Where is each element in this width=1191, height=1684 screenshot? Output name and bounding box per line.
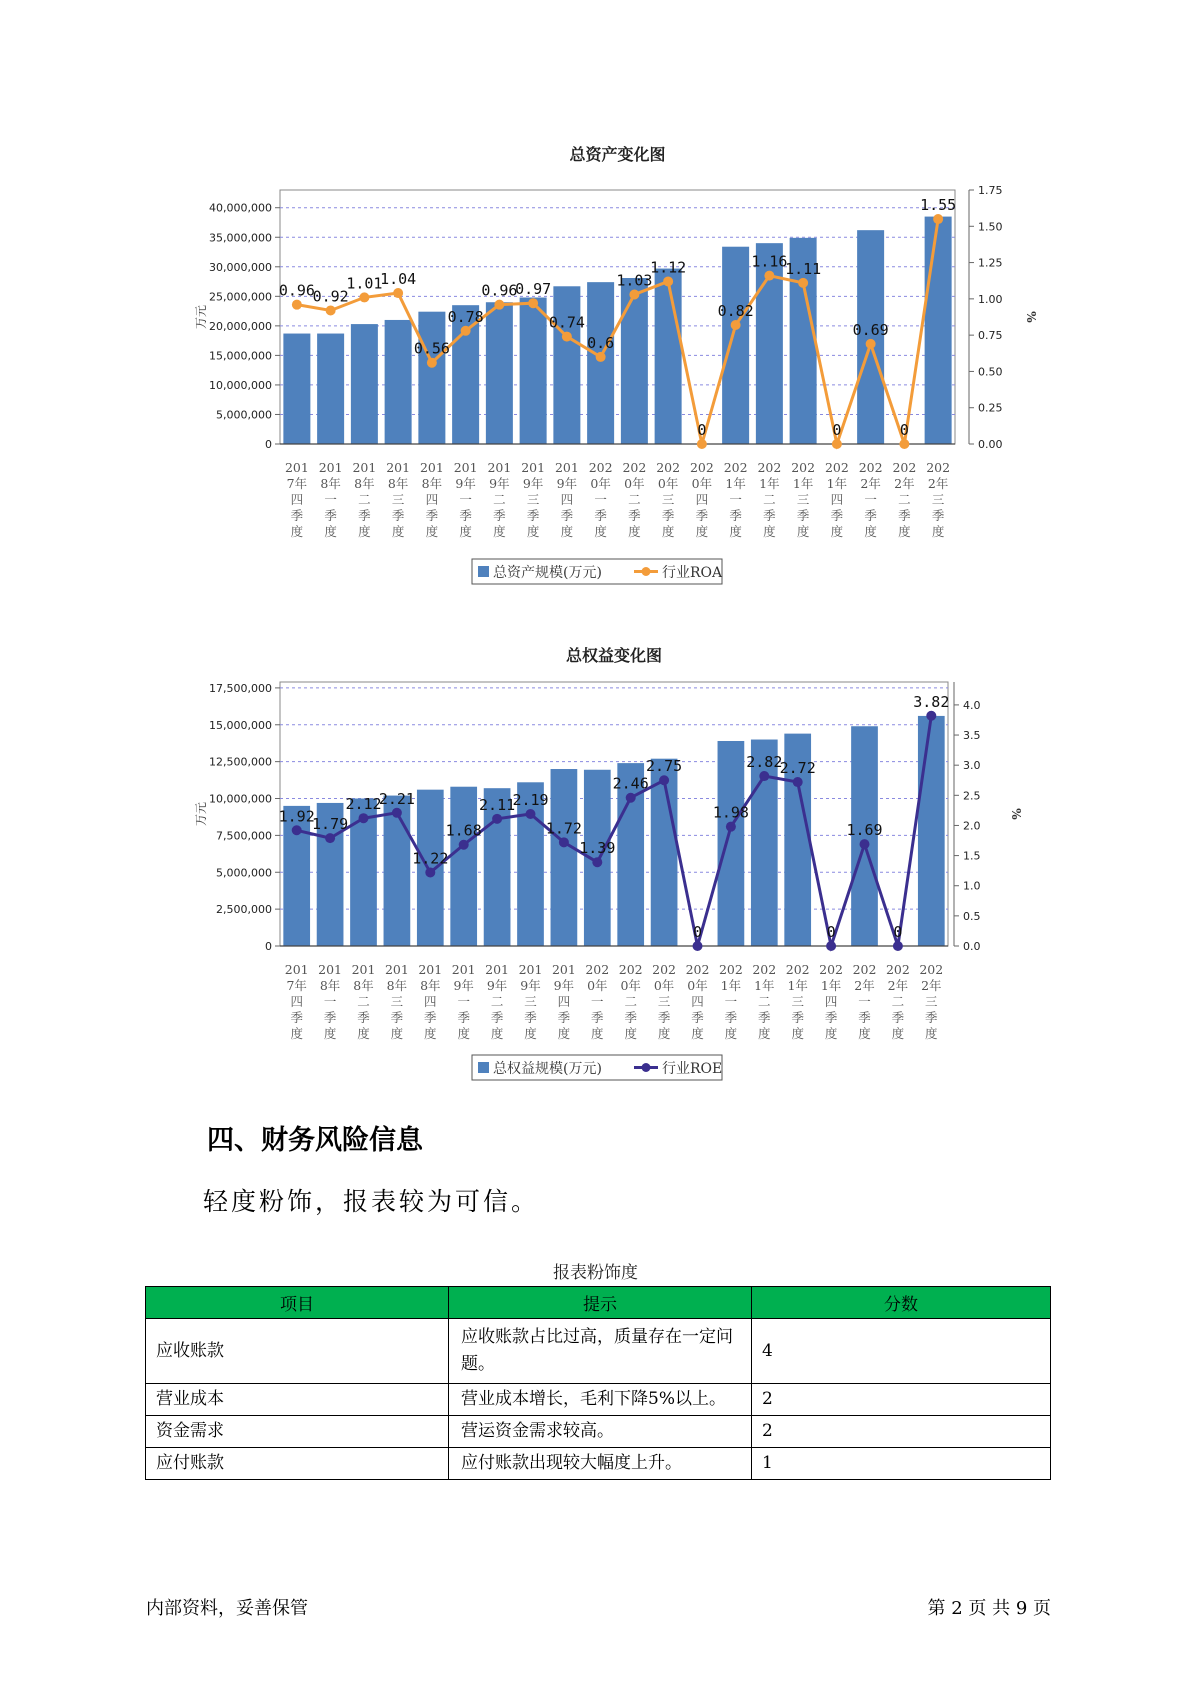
data-label: 1.98 [712,803,749,822]
line-point [427,358,437,368]
x-tick-label: 201 9年四季度 [551,962,576,1041]
y-tick-label: 10,000,000 [209,792,272,806]
x-tick-label: 202 0年三季度 [652,962,677,1041]
line-point [292,825,302,835]
data-label: 1.55 [920,196,957,215]
legend-bar-label: 总资产规模(万元) [493,565,602,581]
line-point [832,439,842,449]
y-tick-label: 20,000,000 [209,319,272,333]
line-point [893,941,903,951]
row-item: 应付账款 [146,1448,449,1480]
bar [621,278,648,444]
total-equity-chart [0,625,1191,1095]
line-point [461,326,471,336]
chart-title: 总资产变化图 [569,145,666,164]
data-label: 1.68 [445,821,482,840]
bar [520,298,547,444]
y-tick-label: 15,000,000 [209,349,272,363]
y-tick-label: 40,000,000 [209,201,272,215]
y-tick-label: 5,000,000 [216,408,272,422]
y-tick-label: 25,000,000 [209,290,272,304]
line-point [726,822,736,832]
y2-tick-label: 2.0 [963,819,981,833]
bar [655,269,682,444]
y2-tick-label: 1.5 [963,849,981,863]
data-label: 2.12 [345,795,382,814]
x-tick-label: 202 0年四季度 [689,460,714,539]
bar [918,716,945,946]
bar [925,217,952,444]
x-tick-label: 201 9年四季度 [554,460,579,539]
x-tick-label: 201 8年四季度 [419,460,444,539]
bar [385,320,412,444]
data-label: 2.82 [746,753,783,772]
data-label: 2.72 [779,759,816,778]
bar [351,324,378,444]
legend-line-marker [642,1063,651,1072]
y2-tick-label: 0.5 [963,909,981,923]
row-score: 4 [752,1319,1051,1384]
table-row [146,1416,1051,1448]
x-tick-label: 202 0年三季度 [656,460,681,539]
table-caption: 报表粉饰度 [553,1263,638,1283]
line-point [697,439,707,449]
x-tick-label: 201 9年二季度 [485,962,510,1041]
row-score: 2 [752,1384,1051,1416]
y-tick-label: 5,000,000 [216,866,272,880]
section-heading: 四、财务风险信息 [207,1125,423,1156]
y-tick-label: 30,000,000 [209,260,272,274]
data-label: 0.6 [587,333,615,352]
header-hint: 提示 [449,1287,752,1319]
line-point [693,941,703,951]
line-point [933,214,943,224]
x-tick-label: 202 2年一季度 [852,962,877,1041]
x-tick-label: 202 1年四季度 [819,962,844,1041]
page-total: 9 [1015,1598,1028,1619]
data-label: 2.11 [479,795,516,814]
bar [718,741,745,946]
bar [722,247,749,444]
legend-line-label: 行业ROA [662,565,723,581]
header-score: 分数 [752,1287,1051,1319]
x-tick-label: 201 8年三季度 [386,460,411,539]
x-tick-label: 202 0年四季度 [685,962,710,1041]
x-tick-label: 202 1年一季度 [723,460,748,539]
data-label: 0.78 [447,307,484,326]
line-point [764,271,774,281]
line-point [793,777,803,787]
total-equity-chart-svg [0,625,1191,1095]
line-point [798,278,808,288]
x-tick-label: 201 9年三季度 [521,460,546,539]
y2-tick-label: 1.00 [978,292,1003,306]
bar [283,334,310,444]
y2-tick-label: 1.25 [978,256,1003,270]
legend-line-label: 行业ROE [662,1061,723,1077]
line-point [659,775,669,785]
row-item: 应收账款 [146,1319,449,1384]
x-tick-label: 202 0年一季度 [585,962,610,1041]
line-point [292,300,302,310]
table-row [146,1448,1051,1480]
row-score: 1 [752,1448,1051,1480]
bar [553,286,580,444]
x-tick-label: 201 7年四季度 [284,460,309,539]
y2-axis-label: % [1009,808,1023,820]
y2-tick-label: 3.0 [963,759,981,773]
data-label: 1.79 [312,815,349,834]
data-label: 0 [697,421,707,439]
y2-tick-label: 0.75 [978,329,1003,343]
y2-axis-label: % [1024,311,1038,323]
legend-bar-swatch [478,566,489,577]
data-label: 0.82 [717,301,754,320]
y2-tick-label: 3.5 [963,729,981,743]
x-tick-label: 202 1年四季度 [824,460,849,539]
plot-frame [280,190,955,444]
y-tick-label: 35,000,000 [209,231,272,245]
line-point [866,339,876,349]
data-label: 0.74 [548,313,585,332]
line-point [528,298,538,308]
line-point [899,439,909,449]
x-tick-label: 202 1年三季度 [785,962,810,1041]
line-point [629,290,639,300]
row-hint: 营运资金需求较高。 [449,1416,752,1448]
x-tick-label: 202 1年三季度 [791,460,816,539]
data-label: 1.39 [579,839,616,858]
legend-bar-label: 总权益规模(万元) [493,1061,602,1077]
data-label: 0.96 [278,281,315,300]
x-tick-label: 202 1年二季度 [752,962,777,1041]
page-current: 2 [951,1598,963,1619]
data-label: 1.16 [751,252,788,271]
data-label: 1.22 [412,849,449,868]
y-axis-label: 万元 [194,304,208,330]
data-label: 2.21 [378,789,415,808]
line-point [559,837,569,847]
data-label: 2.75 [646,757,683,776]
data-label: 0 [899,421,909,439]
x-tick-label: 202 0年二季度 [618,962,643,1041]
data-label: 3.82 [913,692,950,711]
x-tick-label: 201 7年四季度 [284,962,309,1041]
y2-tick-label: 1.75 [978,184,1003,197]
data-label: 1.72 [545,819,582,838]
x-tick-label: 202 2年三季度 [926,460,951,539]
data-label: 0.96 [481,281,518,300]
data-label: 0 [692,923,703,941]
x-tick-label: 201 9年二季度 [487,460,512,539]
table-header-row [146,1287,1051,1319]
line-point [425,867,435,877]
bar [450,787,477,946]
total-assets-chart-svg [0,130,1191,590]
row-hint: 应收账款占比过高，质量存在一定问题。 [449,1319,752,1384]
header-item: 项目 [146,1287,449,1319]
data-label: 1.01 [346,274,383,293]
row-hint: 应付账款出现较大幅度上升。 [449,1448,752,1480]
data-label: 1.69 [846,821,883,840]
bar [384,796,411,946]
y2-tick-label: 4.0 [963,698,981,712]
row-score: 2 [752,1416,1051,1448]
legend-line-marker [642,567,651,576]
line-point [326,305,336,315]
data-label: 0.97 [515,280,552,299]
chart-title: 总权益变化图 [565,646,663,665]
bar [587,282,614,444]
footer-page-number: 第 2 页 共 9 页 [927,1598,1051,1619]
line-point [325,833,335,843]
data-label: 0.56 [413,339,450,358]
data-label: 2.46 [612,774,649,793]
y-tick-label: 2,500,000 [216,903,272,917]
line-point [359,813,369,823]
line-point [562,332,572,342]
x-tick-label: 202 1年一季度 [718,962,743,1041]
y-tick-label: 0 [265,940,272,953]
data-label: 0.69 [852,320,889,339]
y-tick-label: 17,500,000 [209,681,272,695]
x-tick-label: 201 9年一季度 [451,962,476,1041]
data-label: 0 [893,923,903,941]
y-axis-label: 万元 [194,801,208,827]
y-tick-label: 7,500,000 [216,829,272,843]
y2-tick-label: 0.00 [978,438,1003,451]
y2-tick-label: 0.0 [963,940,981,953]
line-point [459,840,469,850]
y2-tick-label: 0.25 [978,401,1003,415]
bar [317,334,344,444]
line-point [494,300,504,310]
footer-confidential-note: 内部资料，妥善保管 [146,1598,308,1619]
x-tick-label: 202 0年一季度 [588,460,613,539]
y-tick-label: 12,500,000 [209,755,272,769]
x-tick-label: 201 9年三季度 [518,962,543,1041]
row-hint: 营业成本增长，毛利下降5%以上。 [449,1384,752,1416]
data-label: 0.92 [312,287,349,306]
x-tick-label: 202 2年一季度 [858,460,883,539]
y-tick-label: 15,000,000 [209,718,272,732]
x-tick-label: 202 2年三季度 [919,962,944,1041]
data-label: 1.92 [278,807,315,826]
line-point [626,793,636,803]
x-tick-label: 201 9年一季度 [453,460,478,539]
line-point [826,941,836,951]
row-item: 营业成本 [146,1384,449,1416]
x-tick-label: 201 8年二季度 [351,962,376,1041]
risk-table [145,1286,1051,1480]
table-row [146,1384,1051,1416]
table-row [146,1319,1051,1384]
bar [551,769,578,946]
line-point [596,352,606,362]
data-label: 1.04 [380,270,417,289]
row-item: 资金需求 [146,1416,449,1448]
total-assets-chart [0,130,1191,590]
risk-conclusion: 轻度粉饰，报表较为可信。 [203,1187,540,1216]
data-label: 0 [826,923,836,941]
line-point [926,711,936,721]
bar [486,302,513,444]
data-label: 0 [832,421,842,439]
y2-tick-label: 0.50 [978,365,1003,379]
x-tick-label: 202 2年二季度 [892,460,917,539]
x-tick-label: 201 8年一季度 [318,460,343,539]
data-label: 1.12 [650,258,687,277]
line-point [759,771,769,781]
x-tick-label: 201 8年四季度 [418,962,443,1041]
x-tick-label: 201 8年二季度 [352,460,377,539]
y2-tick-label: 1.50 [978,220,1003,234]
line-point [393,288,403,298]
line-point [359,292,369,302]
y2-tick-label: 1.0 [963,879,981,893]
y-tick-label: 0 [265,438,272,451]
y2-tick-label: 2.5 [963,789,981,803]
line-point [860,839,870,849]
line-point [526,809,536,819]
data-label: 2.19 [512,791,549,809]
data-label: 1.03 [616,271,653,290]
line-point [392,808,402,818]
line-point [663,276,673,286]
x-tick-label: 201 8年一季度 [318,962,343,1041]
x-tick-label: 202 2年二季度 [885,962,910,1041]
y-tick-label: 10,000,000 [209,378,272,392]
x-tick-label: 202 1年二季度 [757,460,782,539]
line-point [592,857,602,867]
line-point [731,320,741,330]
x-tick-label: 201 8年三季度 [384,962,409,1041]
legend-bar-swatch [478,1062,489,1073]
data-label: 1.11 [785,259,822,278]
bar [418,312,445,444]
line-point [492,814,502,824]
x-tick-label: 202 0年二季度 [622,460,647,539]
